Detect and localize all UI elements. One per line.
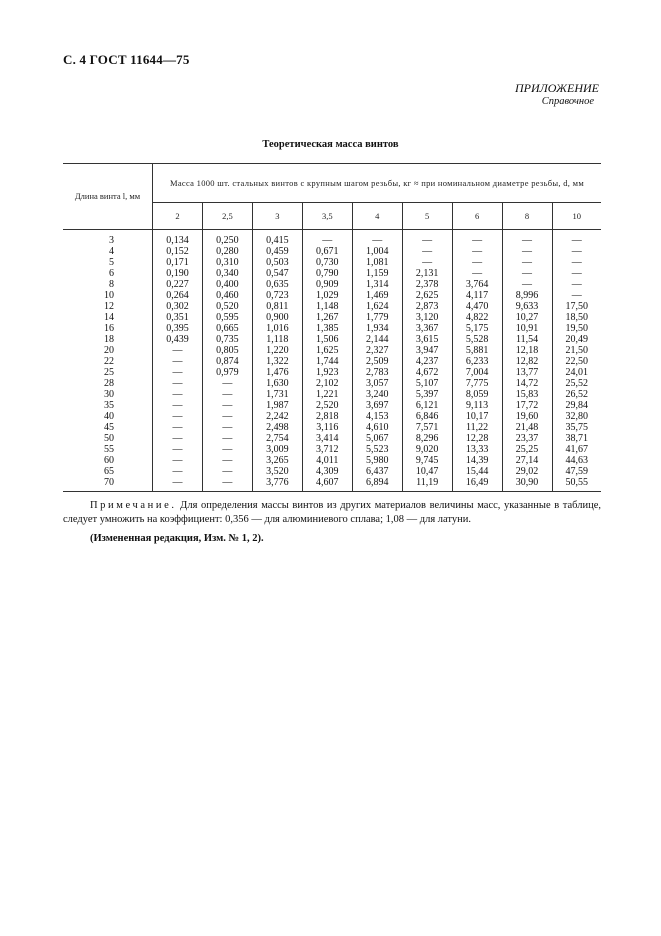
diameter-header-cell: 3	[252, 203, 302, 230]
mass-cell: 2,144	[352, 334, 402, 345]
diameter-header-cell: 6	[452, 203, 502, 230]
mass-cell: 2,498	[252, 422, 302, 433]
mass-cell: 8,996	[502, 290, 552, 301]
mass-cell: 12,82	[502, 356, 552, 367]
length-cell: 28	[63, 378, 153, 389]
mass-cell: —	[571, 257, 582, 268]
mass-cell: 1,731	[252, 389, 302, 400]
screw-mass-table	[63, 163, 601, 492]
mass-cell: 4,153	[352, 411, 402, 422]
mass-cell: 1,630	[252, 378, 302, 389]
length-cell: 55	[63, 444, 153, 455]
length-cell: 12	[63, 301, 153, 312]
table-row	[63, 400, 601, 411]
mass-cell: 5,528	[452, 334, 502, 345]
table-row	[63, 323, 601, 334]
mass-cell: 6,233	[452, 356, 502, 367]
length-cell: 5	[63, 257, 153, 268]
mass-cell: 1,923	[302, 367, 352, 378]
mass-cell: —	[153, 356, 203, 367]
mass-cell: 0,723	[252, 290, 302, 301]
table-row	[63, 290, 601, 301]
table-row	[63, 334, 601, 345]
diameter-header-cell: 4	[352, 203, 402, 230]
mass-cell: 6,437	[352, 466, 402, 477]
table-note	[63, 499, 601, 527]
mass-cell: 1,159	[352, 268, 402, 279]
mass-cell: 7,571	[402, 422, 452, 433]
mass-cell: 2,520	[302, 400, 352, 411]
mass-cell: 9,745	[402, 455, 452, 466]
mass-cell: 13,33	[452, 444, 502, 455]
mass-cell: 35,75	[565, 422, 588, 433]
page-header: С. 4 ГОСТ 11644—75	[63, 52, 190, 67]
mass-cell: 3,057	[352, 378, 402, 389]
mass-cell: 4,470	[452, 301, 502, 312]
length-cell: 10	[63, 290, 153, 301]
mass-cell: 0,730	[302, 257, 352, 268]
mass-cell: 0,439	[153, 334, 203, 345]
length-cell: 40	[63, 411, 153, 422]
mass-cell: 0,909	[302, 279, 352, 290]
mass-cell: 0,900	[252, 312, 302, 323]
mass-cell: 3,697	[352, 400, 402, 411]
mass-cell: 29,02	[502, 466, 552, 477]
mass-cell: 3,240	[352, 389, 402, 400]
mass-cell: 4,309	[302, 466, 352, 477]
mass-cell: 20,49	[565, 334, 588, 345]
length-cell: 65	[63, 466, 153, 477]
mass-cell: —	[202, 444, 252, 455]
appendix-title: ПРИЛОЖЕНИЕ	[515, 81, 599, 95]
note-label: Примечание.	[90, 500, 177, 511]
mass-column-header: Масса 1000 шт. стальных винтов с крупным шагом резьбы, кг ≈ при номинальном диаметре резьбы, d, мм	[153, 164, 602, 203]
mass-cell: 1,004	[352, 246, 402, 257]
mass-cell: 2,754	[252, 433, 302, 444]
mass-cell: 7,004	[452, 367, 502, 378]
mass-cell: —	[502, 257, 552, 268]
length-cell: 35	[63, 400, 153, 411]
appendix-label	[515, 82, 599, 108]
mass-cell: 5,980	[352, 455, 402, 466]
mass-cell: —	[571, 235, 582, 246]
mass-cell: 0,805	[202, 345, 252, 356]
mass-cell: 15,44	[452, 466, 502, 477]
mass-cell: —	[153, 389, 203, 400]
mass-cell: —	[571, 279, 582, 290]
length-cell: 14	[63, 312, 153, 323]
table-row	[63, 389, 601, 400]
mass-cell: —	[202, 466, 252, 477]
mass-cell: —	[571, 290, 582, 301]
table-row	[63, 312, 601, 323]
table-row	[63, 411, 601, 422]
mass-cell: 1,314	[352, 279, 402, 290]
mass-cell: 2,378	[402, 279, 452, 290]
mass-cell: 0,400	[202, 279, 252, 290]
mass-cell: 1,221	[302, 389, 352, 400]
mass-cell: 29,84	[565, 400, 588, 411]
mass-cell: —	[202, 378, 252, 389]
mass-cell: 0,351	[153, 312, 203, 323]
length-cell: 22	[63, 356, 153, 367]
mass-cell: —	[153, 367, 203, 378]
mass-cell: 8,059	[452, 389, 502, 400]
mass-cell: 3,712	[302, 444, 352, 455]
mass-cell: 17,72	[502, 400, 552, 411]
length-cell: 3	[63, 230, 153, 247]
mass-cell: 1,220	[252, 345, 302, 356]
mass-cell: 18,50	[565, 312, 588, 323]
mass-cell: 1,016	[252, 323, 302, 334]
mass-cell: —	[153, 444, 203, 455]
mass-cell: 0,152	[153, 246, 203, 257]
mass-cell: —	[402, 257, 452, 268]
mass-cell: 6,894	[352, 477, 402, 492]
mass-cell: 3,414	[302, 433, 352, 444]
mass-cell: —	[153, 477, 203, 492]
mass-cell: —	[202, 411, 252, 422]
mass-cell: 10,27	[502, 312, 552, 323]
mass-cell: 4,011	[302, 455, 352, 466]
table-row	[63, 230, 601, 247]
mass-cell: 0,671	[302, 246, 352, 257]
mass-cell: 0,190	[153, 268, 203, 279]
mass-cell: 0,264	[153, 290, 203, 301]
mass-cell: —	[153, 400, 203, 411]
amendment-note: (Измененная редакция, Изм. № 1, 2).	[90, 533, 264, 544]
mass-cell: 14,72	[502, 378, 552, 389]
mass-cell: 0,735	[202, 334, 252, 345]
mass-cell: 0,811	[252, 301, 302, 312]
mass-cell: 2,102	[302, 378, 352, 389]
length-cell: 16	[63, 323, 153, 334]
diameter-header-cell: 5	[402, 203, 452, 230]
mass-cell: 0,874	[202, 356, 252, 367]
mass-cell: 5,523	[352, 444, 402, 455]
mass-cell: 23,37	[502, 433, 552, 444]
mass-cell: —	[202, 389, 252, 400]
mass-cell: 2,327	[352, 345, 402, 356]
mass-cell: 0,227	[153, 279, 203, 290]
table-row	[63, 345, 601, 356]
mass-cell: 9,633	[502, 301, 552, 312]
table-row	[63, 268, 601, 279]
mass-cell: 44,63	[565, 455, 588, 466]
mass-cell: 8,296	[402, 433, 452, 444]
mass-cell: 9,113	[452, 400, 502, 411]
length-cell: 6	[63, 268, 153, 279]
mass-cell: 0,310	[202, 257, 252, 268]
length-cell: 30	[63, 389, 153, 400]
mass-cell: —	[153, 466, 203, 477]
mass-cell: 3,776	[252, 477, 302, 492]
mass-cell: —	[153, 411, 203, 422]
mass-cell: 4,610	[352, 422, 402, 433]
mass-cell: 0,134	[153, 230, 203, 247]
mass-cell: 1,081	[352, 257, 402, 268]
mass-cell: 1,029	[302, 290, 352, 301]
mass-cell: —	[153, 422, 203, 433]
length-cell: 25	[63, 367, 153, 378]
mass-cell: 10,91	[502, 323, 552, 334]
mass-cell: 27,14	[502, 455, 552, 466]
mass-cell: —	[402, 230, 452, 247]
mass-cell: 47,59	[565, 466, 588, 477]
mass-cell: —	[571, 246, 582, 257]
mass-cell: 1,118	[252, 334, 302, 345]
mass-cell: —	[153, 433, 203, 444]
mass-cell: 4,237	[402, 356, 452, 367]
mass-cell: 0,415	[252, 230, 302, 247]
mass-cell: 3,947	[402, 345, 452, 356]
mass-cell: 4,117	[452, 290, 502, 301]
mass-cell: 16,49	[452, 477, 502, 492]
mass-cell: 11,54	[502, 334, 552, 345]
mass-cell: 0,503	[252, 257, 302, 268]
mass-cell: —	[202, 477, 252, 492]
mass-cell: 19,60	[502, 411, 552, 422]
length-cell: 20	[63, 345, 153, 356]
table-row	[63, 378, 601, 389]
mass-cell: 21,48	[502, 422, 552, 433]
length-cell: 60	[63, 455, 153, 466]
mass-cell: 4,607	[302, 477, 352, 492]
mass-cell: 2,625	[402, 290, 452, 301]
mass-cell: 24,01	[565, 367, 588, 378]
mass-cell: 0,459	[252, 246, 302, 257]
mass-cell: 0,547	[252, 268, 302, 279]
mass-cell: 2,783	[352, 367, 402, 378]
mass-cell: 9,020	[402, 444, 452, 455]
length-cell: 4	[63, 246, 153, 257]
mass-cell: —	[153, 345, 203, 356]
mass-cell: 0,595	[202, 312, 252, 323]
mass-cell: 10,47	[402, 466, 452, 477]
mass-cell: —	[452, 268, 502, 279]
mass-cell: 1,744	[302, 356, 352, 367]
mass-cell: —	[502, 246, 552, 257]
mass-cell: 30,90	[502, 477, 552, 492]
mass-cell: 12,28	[452, 433, 502, 444]
mass-cell: 0,665	[202, 323, 252, 334]
mass-cell: 7,775	[452, 378, 502, 389]
table-row	[63, 444, 601, 455]
table-row	[63, 279, 601, 290]
mass-cell: 1,624	[352, 301, 402, 312]
length-column-header: Длина винта l, мм	[63, 164, 153, 230]
mass-cell: —	[153, 455, 203, 466]
mass-cell: —	[571, 268, 582, 279]
mass-cell: 1,987	[252, 400, 302, 411]
mass-cell: —	[452, 246, 502, 257]
table-row	[63, 455, 601, 466]
mass-cell: 1,506	[302, 334, 352, 345]
mass-cell: 4,822	[452, 312, 502, 323]
mass-cell: —	[502, 279, 552, 290]
mass-cell: 3,367	[402, 323, 452, 334]
mass-cell: —	[202, 433, 252, 444]
mass-cell: —	[302, 230, 352, 247]
mass-cell: —	[402, 246, 452, 257]
table-row	[63, 433, 601, 444]
diameter-header-cell: 3,5	[302, 203, 352, 230]
mass-cell: 2,242	[252, 411, 302, 422]
mass-cell: —	[202, 455, 252, 466]
mass-cell: 50,55	[552, 477, 601, 492]
mass-cell: 0,460	[202, 290, 252, 301]
table-title: Теоретическая масса винтов	[262, 139, 399, 150]
mass-cell: —	[202, 422, 252, 433]
mass-cell: 5,067	[352, 433, 402, 444]
length-cell: 18	[63, 334, 153, 345]
mass-cell: 19,50	[565, 323, 588, 334]
mass-cell: 17,50	[565, 301, 588, 312]
mass-cell: 1,625	[302, 345, 352, 356]
table-row	[63, 477, 601, 492]
table-row	[63, 422, 601, 433]
mass-cell: 11,22	[452, 422, 502, 433]
mass-cell: 6,846	[402, 411, 452, 422]
mass-cell: 1,469	[352, 290, 402, 301]
mass-cell: 3,265	[252, 455, 302, 466]
mass-cell: 3,120	[402, 312, 452, 323]
mass-cell: 1,934	[352, 323, 402, 334]
length-cell: 50	[63, 433, 153, 444]
mass-cell: 0,340	[202, 268, 252, 279]
table-row	[63, 356, 601, 367]
mass-cell: 2,131	[402, 268, 452, 279]
appendix-subtitle: Справочное	[541, 96, 594, 107]
mass-cell: 2,818	[302, 411, 352, 422]
diameter-header-cell: 8	[502, 203, 552, 230]
mass-cell: 12,18	[502, 345, 552, 356]
mass-cell: 25,25	[502, 444, 552, 455]
length-cell: 45	[63, 422, 153, 433]
mass-cell: 1,779	[352, 312, 402, 323]
mass-cell: 2,873	[402, 301, 452, 312]
mass-cell: 1,148	[302, 301, 352, 312]
length-cell: 70	[63, 477, 153, 492]
mass-cell: 25,52	[565, 378, 588, 389]
mass-cell: 5,175	[452, 323, 502, 334]
mass-cell: 21,50	[565, 345, 588, 356]
mass-cell: 22,50	[565, 356, 588, 367]
mass-cell: 26,52	[565, 389, 588, 400]
mass-cell: —	[452, 257, 502, 268]
mass-cell: 14,39	[452, 455, 502, 466]
mass-cell: 6,121	[402, 400, 452, 411]
mass-cell: 0,280	[202, 246, 252, 257]
table-body	[63, 230, 601, 492]
mass-cell: 32,80	[565, 411, 588, 422]
mass-cell: —	[452, 230, 502, 247]
mass-cell: 10,17	[452, 411, 502, 422]
mass-cell: 0,171	[153, 257, 203, 268]
mass-cell: 1,385	[302, 323, 352, 334]
diameter-header-cell: 2,5	[202, 203, 252, 230]
mass-cell: —	[352, 230, 402, 247]
mass-cell: 0,250	[202, 230, 252, 247]
mass-cell: 0,979	[202, 367, 252, 378]
mass-cell: 11,19	[402, 477, 452, 492]
mass-cell: 0,395	[153, 323, 203, 334]
table-row	[63, 246, 601, 257]
diameter-header-cell: 10	[552, 203, 601, 230]
mass-cell: 0,635	[252, 279, 302, 290]
mass-cell: 1,322	[252, 356, 302, 367]
mass-cell: 1,476	[252, 367, 302, 378]
mass-cell: 3,615	[402, 334, 452, 345]
mass-cell: 0,790	[302, 268, 352, 279]
mass-cell: —	[502, 268, 552, 279]
mass-cell: 5,397	[402, 389, 452, 400]
mass-cell: 4,672	[402, 367, 452, 378]
length-cell: 8	[63, 279, 153, 290]
mass-cell: 15,83	[502, 389, 552, 400]
mass-cell: 5,107	[402, 378, 452, 389]
mass-cell: 0,302	[153, 301, 203, 312]
mass-cell: 3,764	[452, 279, 502, 290]
mass-cell: 0,520	[202, 301, 252, 312]
table-row	[63, 257, 601, 268]
mass-cell: 2,509	[352, 356, 402, 367]
table-row	[63, 466, 601, 477]
mass-cell: —	[502, 230, 552, 247]
mass-cell: 5,881	[452, 345, 502, 356]
mass-cell: —	[153, 378, 203, 389]
note-text: Для определения массы винтов из других материалов величины масс, указанные в таблице, следует умножить на коэффициент: 0,356 — для алюминиевого сплава; 1,08 — для латуни.	[63, 500, 601, 525]
diameter-header-cell: 2	[153, 203, 203, 230]
mass-cell: 1,267	[302, 312, 352, 323]
mass-cell: —	[202, 400, 252, 411]
mass-cell: 3,009	[252, 444, 302, 455]
mass-cell: 38,71	[565, 433, 588, 444]
mass-cell: 3,520	[252, 466, 302, 477]
mass-cell: 13,77	[502, 367, 552, 378]
table-row	[63, 301, 601, 312]
table-row	[63, 367, 601, 378]
mass-cell: 41,67	[565, 444, 588, 455]
mass-cell: 3,116	[302, 422, 352, 433]
